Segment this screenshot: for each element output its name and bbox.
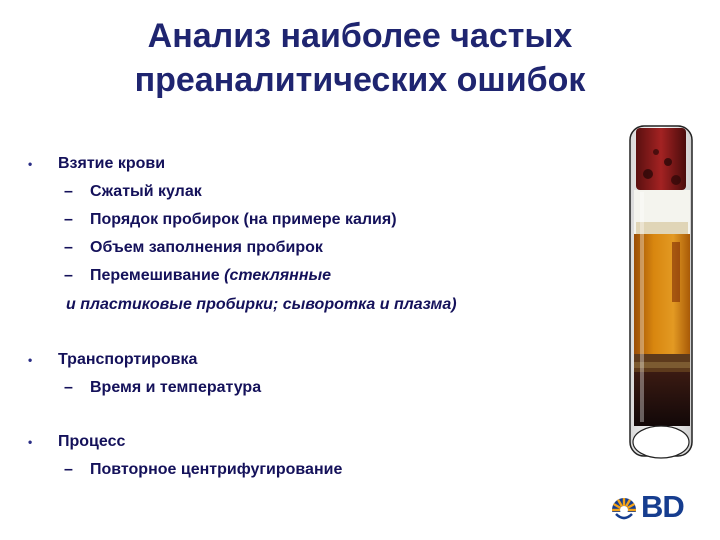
- sub-item-label: Перемешивание: [90, 267, 225, 284]
- bullet-blood-collection: [28, 150, 608, 178]
- bullet-icon: •: [28, 435, 33, 449]
- bullet-label: Транспортировка: [58, 351, 198, 368]
- sub-item-label: Время и температура: [90, 379, 262, 396]
- sub-item-label: Сжатый кулак: [90, 183, 202, 200]
- sub-item: [28, 178, 608, 206]
- title-line-1: Анализ наиболее частых: [147, 17, 573, 55]
- sub-item-label: Объем заполнения пробирок: [90, 239, 323, 256]
- sub-item-label: Порядок пробирок (на примере калия): [90, 211, 397, 228]
- sub-item: [28, 374, 608, 402]
- sub-item-continuation: и пластиковые пробирки; сыворотка и плазма): [66, 296, 457, 313]
- dash-icon: –: [64, 267, 73, 284]
- slide-title: [0, 14, 720, 102]
- title-line-2: преаналитических ошибок: [134, 61, 586, 99]
- dash-icon: –: [64, 461, 73, 478]
- dash-icon: –: [64, 239, 73, 256]
- bullet-process: [28, 428, 608, 456]
- dash-icon: –: [64, 183, 73, 200]
- bullet-icon: •: [28, 353, 33, 367]
- bullet-label: Процесс: [58, 433, 126, 450]
- bullet-transport: [28, 346, 608, 374]
- dash-icon: –: [64, 379, 73, 396]
- blood-tube-image: [624, 122, 704, 462]
- tube-illustration: [624, 122, 704, 462]
- bd-logo-text: BD: [641, 489, 684, 524]
- bullet-icon: •: [28, 157, 33, 171]
- sub-item-label: Повторное центрифугирование: [90, 461, 343, 478]
- sub-item: [28, 206, 608, 234]
- sub-item-italic: (стеклянные: [224, 267, 332, 284]
- bullet-list: [28, 150, 608, 484]
- dash-icon: –: [64, 211, 73, 228]
- sub-item: [28, 262, 608, 290]
- bullet-label: Взятие крови: [58, 155, 166, 172]
- sub-item: [28, 234, 608, 262]
- sub-item: [28, 456, 608, 484]
